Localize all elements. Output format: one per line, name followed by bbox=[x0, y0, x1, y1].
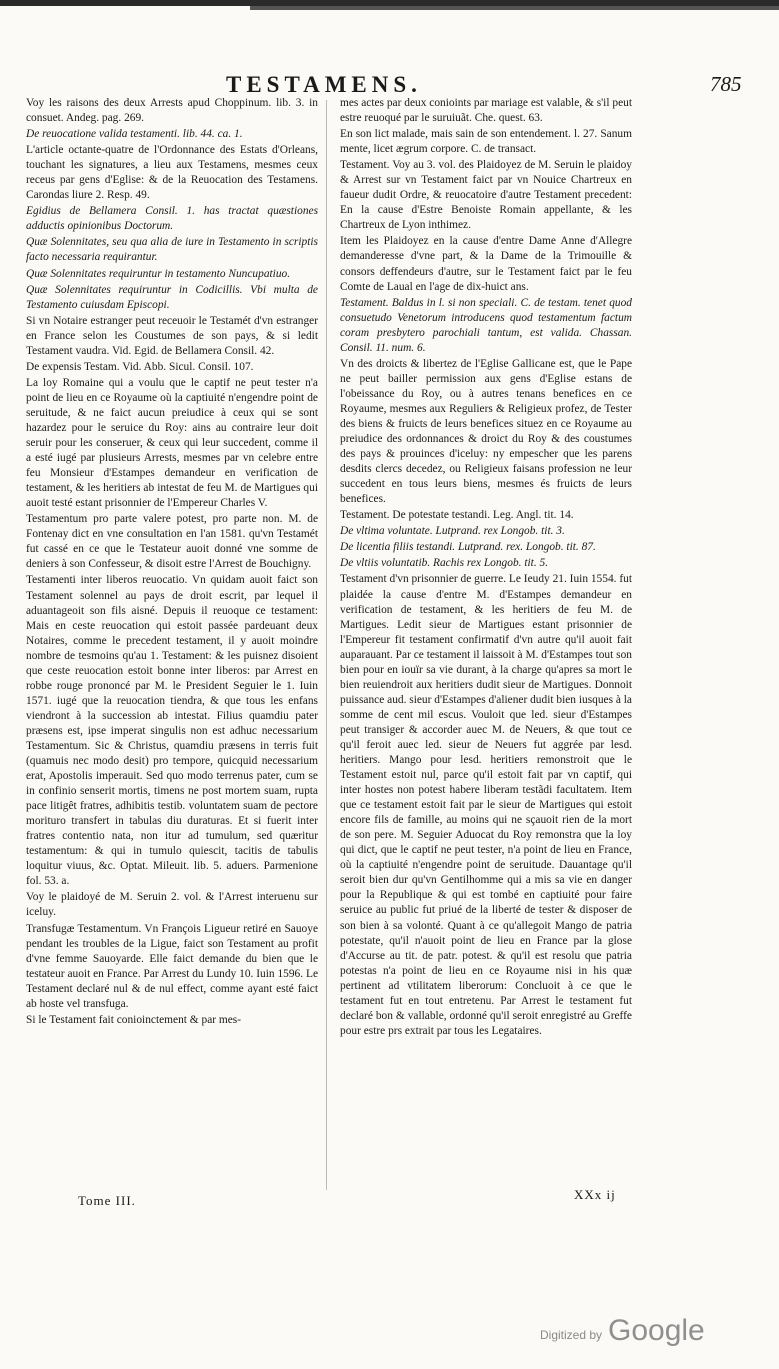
entry-vltima-voluntate: De vltima voluntate. Lutprand. rex Longob. tit. 3. bbox=[340, 525, 565, 538]
digitized-by-label: Digitized by bbox=[540, 1328, 603, 1342]
entry-allegre: Item les Plaidoyez en la cause d'entre Dame Anne d'Allegre demanderesse d'vne part, & la Dame de la Trimouille & consors deffendeurs d'autre, sur le Testament faict par le feu Comte de Laual en l'age de dix-huict ans. bbox=[340, 235, 632, 293]
entry-solennitates-codicillis: Quæ Solennitates requiruntur in Codicillis. Vbi multa de Testamento cuiusdam Episcopi. bbox=[26, 283, 318, 311]
entry-conioinctement: Si le Testament fait conioinctement & par mes- bbox=[26, 1013, 242, 1026]
entry-solennitates-nuncupatiuo: Quæ Solennitates requiruntur in testamento Nuncupatiuo. bbox=[26, 267, 291, 280]
left-column bbox=[26, 96, 318, 1029]
page-title: TESTAMENS. bbox=[226, 72, 422, 97]
signature-mark: XXx ij bbox=[574, 1187, 616, 1202]
entry-solennitates-scriptis: Quæ Solennitates, seu qua alia de iure in Testamento in scriptis facto necessaria requirantur. bbox=[26, 236, 318, 264]
entry-loy-romaine: La loy Romaine qui a voulu que le captif ne peut tester n'a point de lieu en ce Royaume où la captiuité n'engendre point de seruitude, & ne faict aucun preiudice à ceux qui se sont hazardez pour le seruice du Roy: ains au contraire leur doit seruir pour les conseruer, & ceux qui leur succedent, comme il a esté iugé par plusieurs Arrests, mesmes par vn celebre entre feu Monsieur d'Estampes demandeur en verification de testament, & les heritiers ab intestat de feu M. de Martigues qui auoit testé estant prisonnier de l'Empereur Charles V. bbox=[26, 376, 318, 510]
page-edge-band-shadow bbox=[250, 6, 779, 10]
entry-reuocatione: De reuocatione valida testamenti. lib. 44. ca. 1. bbox=[26, 128, 243, 141]
entry-expensis: De expensis Testam. Vid. Abb. Sicul. Consil. 107. bbox=[26, 360, 254, 373]
volume-label: Tome III. bbox=[78, 1193, 136, 1208]
entry-eglise-gallicane: Vn des droicts & libertez de l'Eglise Gallicane est, que le Pape ne peut bailler permission aux gens d'Eglise estans de l'obeissance du Roy, ou à autres tenans benefices en ce Royaume, mesmes aux Reguliers & Religieux profez, de Tester des biens & fruicts de leurs benefices situez en ce Royaume au preiudice des ordonnances & droict du Roy & des coustumes des pays & prouinces d'iceluy: ny empescher que les parens desdits clercs decedez, ou Religieux faisans profession ne leur succedent en tous leurs biens, mesmes és fruicts de leurs benefices. bbox=[340, 357, 632, 506]
column-divider bbox=[326, 100, 327, 1190]
entry-bellamera: Egidius de Bellamera Consil. 1. has tractat quæstiones adductis opinionibus Doctorum. bbox=[26, 205, 318, 233]
entry-ordonnance-orleans: L'article octante-quatre de l'Ordonnance des Estats d'Orleans, touchant les signatures, a lieu aux Testamens, mesmes ceux receus par gens d'Eglise: & de la Reuocation des Testamens. Carondas liure 2. Resp. 49. bbox=[26, 144, 318, 202]
entry-plaidoye-seruin: Voy le plaidoyé de M. Seruin 2. vol. & l'Arrest interuenu sur iceluy. bbox=[26, 891, 318, 919]
google-watermark-logo: Google bbox=[608, 1314, 705, 1347]
page-top-edge bbox=[0, 0, 779, 14]
entry-licentia-filiis: De licentia filiis testandi. Lutprand. rex. Longob. tit. 87. bbox=[340, 541, 596, 554]
right-column bbox=[340, 96, 632, 1040]
entry-baldus: Testament. Baldus in l. si non speciali. C. de testam. tenet quod consuetudo Venetorum introducens quod testamentum factum coram presbytero parochiali tantum, est valida. Chassan. Consil. 11. num. 6. bbox=[340, 296, 632, 354]
entry-transfugae: Transfugæ Testamentum. Vn François Ligueur retiré en Sauoye pendant les troubles de la Ligue, faict son Testament au profit d'vne femme Sauoyarde. Elle faict demande du bien que le testateur auoit en France. Par Arrest du Lundy 10. Iuin 1596. Le Testament declaré nul & de nul effect, comme ayant esté faict ab hoste vel transfuga. bbox=[26, 922, 318, 1010]
entry-nouice-chartreux: Testament. Voy au 3. vol. des Plaidoyez de M. Seruin le plaidoy & Arrest sur vn Testament faict par vn Nouice Chartreux en faueur dudit Ordre, & reuocatoire d'autre Testament precedent: En la cause d'Estre Benoiste Romain appellante, & les Chartreux de Lyon inthimez. bbox=[340, 159, 632, 232]
page-number: 785 bbox=[710, 72, 742, 96]
entry-potestate-testandi: Testament. De potestate testandi. Leg. Angl. tit. 14. bbox=[340, 509, 574, 522]
entry-inter-liberos: Testamenti inter liberos reuocatio. Vn quidam auoit faict son Testament solennel au pays de droit escrit, par lequel il aduantageoit son fils aisné. Depuis il reuoque ce testament: Mais en ceste reuocation qui estoit passée pardeuant deux Notaires, comme le precedent testament, il y auoit moindre nombre de tesmoins qu'au 1. Testament: & les puisnez disoient que ceste reuocation estoit bonne inter liberos: par Arrest en robbe rouge prononcé par M. le President Seguier le 1. Iuin 1571. iugé que la reuocation tiendra, & que tous les enfans viendront à la succession ab intestat. Filius quamdiu pater præsens est, ipse imperat singulis non est adhuc necessarium Testamentum. Sic & Christus, quamdiu præsens in terris fuit (quamuis nec modo desit) pro tempore, quicquid necessarium erat, Apostolis imperauit. Sed quo modo terrenus pater, cum se in confinio senserit mortis, timens ne post mortem suam, rupta pace litigêt fratres, adhibitis testib. voluntatem suam de pectore morituro transfert in tabulas diu duraturas. Et si fuerit inter fratres contentio nata, non itur ad tumulum, sed quæritur testamentum: & qui in tumulo quiescit, tacitis de tabulis loquitur viuus, &c. Optat. Mileuit. lib. 5. aduers. Parmenione fol. 53. a. bbox=[26, 574, 318, 888]
entry-vltiis-voluntatib: De vltiis voluntatib. Rachis rex Longob. tit. 5. bbox=[340, 557, 549, 570]
entry-choppinum: Voy les raisons des deux Arrests apud Choppinum. lib. 3. in consuet. Andeg. pag. 269. bbox=[26, 97, 318, 125]
entry-lict-malade: En son lict malade, mais sain de son entendement. l. 27. Sanum mente, licet ægrum corpore. C. de transact. bbox=[340, 128, 632, 156]
entry-mesmes-actes: mes actes par deux conioints par mariage est valable, & s'il peut estre reuoqué par le suruiuãt. Che. quest. 63. bbox=[340, 97, 632, 125]
entry-pro-parte: Testamentum pro parte valere potest, pro parte non. M. de Fontenay dict en vne consultation en l'an 1581. qu'vn Testamét fut cassé en ce que le Testateur auoit donné vne somme de deniers à son Confesseur, & disoit estre l'Arrest de Bouchigny. bbox=[26, 513, 318, 571]
entry-notaire-estranger: Si vn Notaire estranger peut receuoir le Testamét d'vn estranger en France selon les Coustumes de son pays, & si ledit Testament vaudra. Vid. Egid. de Bellamera Consil. 42. bbox=[26, 314, 318, 357]
entry-prisonnier-guerre: Testament d'vn prisonnier de guerre. Le Ieudy 21. Iuin 1554. fut plaidée la cause d'entre M. d'Estampes demandeur en verification de testament, & les heritiers de feu M. de Martigues. Ledit sieur de Martigues estant prisonnier de l'Empereur fit testament confirmatif d'vn autre qu'il auoit fait auparauant. Par ce testament il laissoit à M. d'Estampes tout son bien pour en iouïr sa vie durant, à la charge qu'apres sa mort le bien reuiendroit aux heritiers dudit sieur de Martigues. Donnoit puissance aud. sieur d'Estampes d'aliener dudit bien iusques à la somme de cent mil escus. Vouloit que led. sieur d'Estampes peut transiger & accorder auec M. de Neuers, & que tout ce qu'il feroit auec led. sieur de Neuers fut aggrée par lesd. heritiers. Mango pour lesd. heritiers remonstroit que le Testament estoit nul, parce qu'il estoit fait par vn captif, qui inter hostes non potest habere liberam testãdi facultatem. Item que ce testament estoit fait par le sieur de Martigues qui estoit encore fils de famille, au moins qui ne sçauoit rien de la mort de son pere. M. Seguier Aduocat du Roy remonstra que la loy qui dict, que le captif ne peut tester, n'a point de lieu en France, où la captiuité n'engendre point de seruitude. Dauantage qu'il seroit bien dur qu'vn Gentilhomme qui a mis sa vie en danger pour la Republique & qui est tombé en captiuité pour faire seruice au public fut priué de la liberté de tester & disposer de son bien à sa volonté. Quant à ce qu'allegoit Mango de patria potestate, qu'il n'auoit point de lieu en France par la glose d'Accurse au tit. de patr. potest. & qu'il est resolu que patria potestas n'a point de lieu en ce Royaume nisi in his quæ pertinent ad vtilitatem liberorum: Concluoit à ce que le testament fut en tout entretenu. Par Arrest le testament fut declaré bon & vallable, ordonné qu'il seroit enregistré au Greffe pour estre prs extrait par tous les Legataires. bbox=[340, 573, 632, 1037]
